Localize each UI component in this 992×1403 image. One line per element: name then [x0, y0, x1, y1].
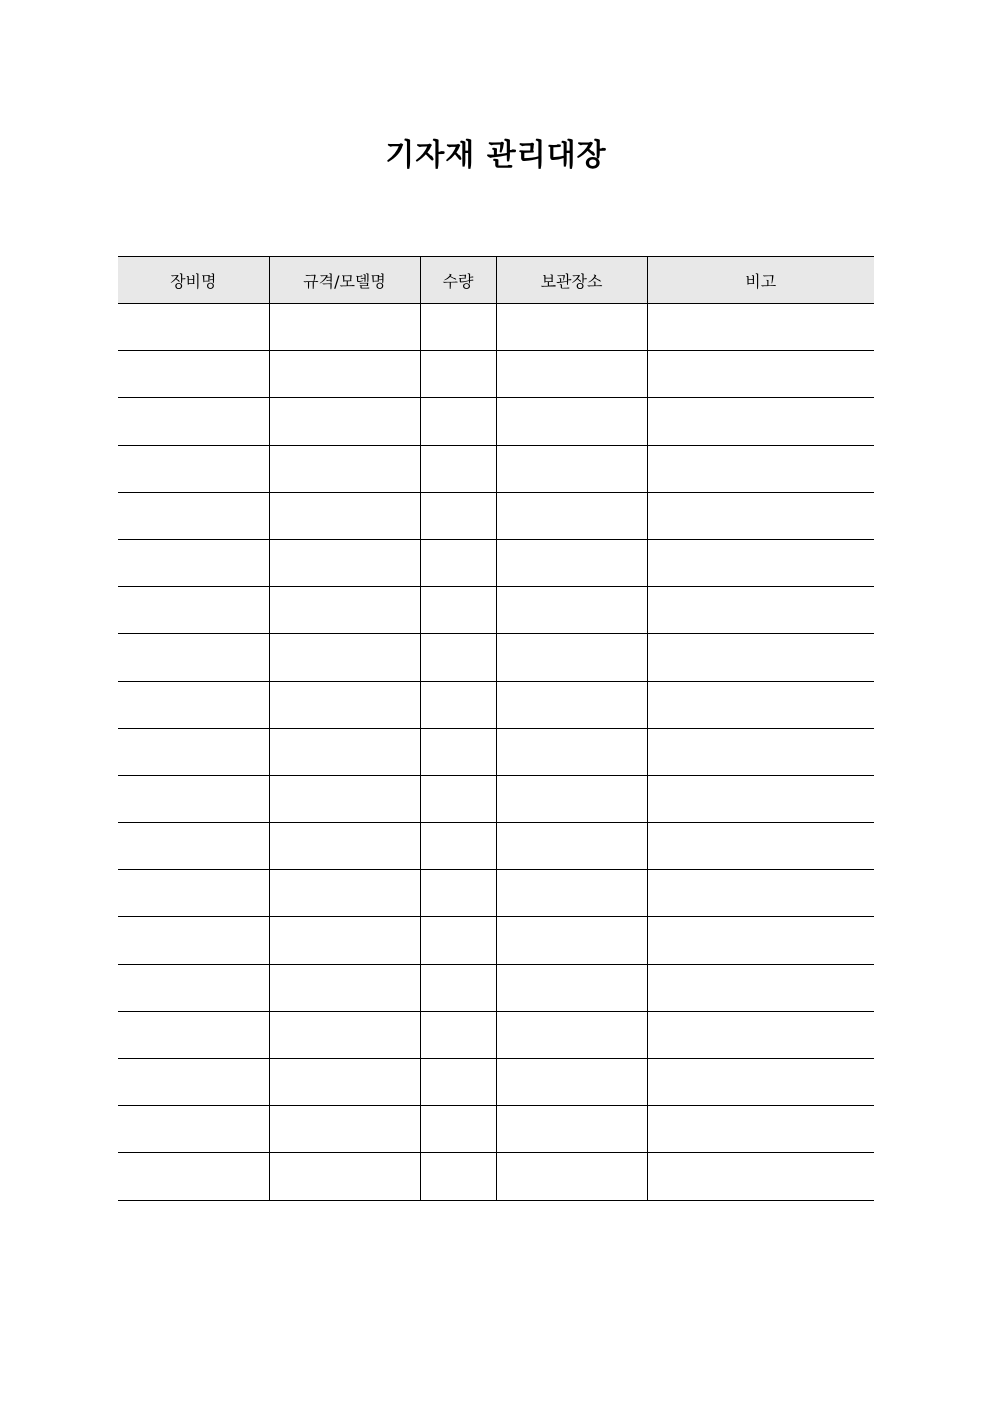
- remarks-cell[interactable]: [647, 492, 874, 539]
- storage-location-cell[interactable]: [496, 492, 647, 539]
- spec-model-cell[interactable]: [269, 1059, 420, 1106]
- equipment-name-cell[interactable]: [118, 681, 269, 728]
- table-row: [118, 823, 874, 870]
- quantity-cell[interactable]: [420, 1011, 496, 1058]
- storage-location-cell[interactable]: [496, 445, 647, 492]
- spec-model-cell[interactable]: [269, 351, 420, 398]
- storage-location-cell[interactable]: [496, 398, 647, 445]
- table-row: [118, 351, 874, 398]
- remarks-cell[interactable]: [647, 539, 874, 586]
- remarks-cell[interactable]: [647, 1153, 874, 1200]
- spec-model-cell[interactable]: [269, 870, 420, 917]
- remarks-cell[interactable]: [647, 681, 874, 728]
- remarks-cell[interactable]: [647, 587, 874, 634]
- table-row: [118, 634, 874, 681]
- equipment-name-cell[interactable]: [118, 351, 269, 398]
- table-row: [118, 445, 874, 492]
- quantity-cell[interactable]: [420, 1059, 496, 1106]
- table-row: [118, 1153, 874, 1200]
- equipment-name-cell[interactable]: [118, 398, 269, 445]
- remarks-cell[interactable]: [647, 351, 874, 398]
- table-row: [118, 492, 874, 539]
- equipment-name-cell[interactable]: [118, 917, 269, 964]
- remarks-cell[interactable]: [647, 1011, 874, 1058]
- equipment-name-cell[interactable]: [118, 870, 269, 917]
- remarks-cell[interactable]: [647, 445, 874, 492]
- storage-location-cell[interactable]: [496, 351, 647, 398]
- quantity-cell[interactable]: [420, 587, 496, 634]
- spec-model-cell[interactable]: [269, 728, 420, 775]
- quantity-cell[interactable]: [420, 492, 496, 539]
- table-row: [118, 587, 874, 634]
- quantity-cell[interactable]: [420, 1153, 496, 1200]
- quantity-cell[interactable]: [420, 728, 496, 775]
- header-row: [118, 257, 874, 304]
- table-row: [118, 964, 874, 1011]
- column-header-equipment-name: 장비명: [118, 257, 269, 304]
- quantity-cell[interactable]: [420, 351, 496, 398]
- quantity-cell[interactable]: [420, 1106, 496, 1153]
- equipment-name-cell[interactable]: [118, 634, 269, 681]
- table-body: [118, 304, 874, 1201]
- spec-model-cell[interactable]: [269, 964, 420, 1011]
- remarks-cell[interactable]: [647, 634, 874, 681]
- table-row: [118, 398, 874, 445]
- quantity-cell[interactable]: [420, 964, 496, 1011]
- quantity-cell[interactable]: [420, 870, 496, 917]
- quantity-cell[interactable]: [420, 681, 496, 728]
- equipment-name-cell[interactable]: [118, 728, 269, 775]
- remarks-cell[interactable]: [647, 870, 874, 917]
- equipment-name-cell[interactable]: [118, 775, 269, 822]
- remarks-cell[interactable]: [647, 775, 874, 822]
- spec-model-cell[interactable]: [269, 917, 420, 964]
- table-row: [118, 728, 874, 775]
- table-row: [118, 917, 874, 964]
- table-row: [118, 304, 874, 351]
- table-row: [118, 1106, 874, 1153]
- storage-location-cell[interactable]: [496, 539, 647, 586]
- quantity-cell[interactable]: [420, 445, 496, 492]
- quantity-cell[interactable]: [420, 398, 496, 445]
- remarks-cell[interactable]: [647, 304, 874, 351]
- quantity-cell[interactable]: [420, 304, 496, 351]
- storage-location-cell[interactable]: [496, 681, 647, 728]
- remarks-cell[interactable]: [647, 728, 874, 775]
- equipment-name-cell[interactable]: [118, 304, 269, 351]
- equipment-name-cell[interactable]: [118, 587, 269, 634]
- equipment-name-cell[interactable]: [118, 445, 269, 492]
- storage-location-cell[interactable]: [496, 1059, 647, 1106]
- spec-model-cell[interactable]: [269, 1011, 420, 1058]
- equipment-ledger-table: [118, 256, 874, 1201]
- equipment-name-cell[interactable]: [118, 1153, 269, 1200]
- equipment-name-cell[interactable]: [118, 964, 269, 1011]
- equipment-name-cell[interactable]: [118, 823, 269, 870]
- spec-model-cell[interactable]: [269, 587, 420, 634]
- storage-location-cell[interactable]: [496, 587, 647, 634]
- table-row: [118, 870, 874, 917]
- quantity-cell[interactable]: [420, 539, 496, 586]
- storage-location-cell[interactable]: [496, 304, 647, 351]
- quantity-cell[interactable]: [420, 775, 496, 822]
- spec-model-cell[interactable]: [269, 775, 420, 822]
- column-header-spec-model: 규격/모델명: [269, 257, 420, 304]
- storage-location-cell[interactable]: [496, 870, 647, 917]
- table-row: [118, 539, 874, 586]
- quantity-cell[interactable]: [420, 917, 496, 964]
- spec-model-cell[interactable]: [269, 304, 420, 351]
- spec-model-cell[interactable]: [269, 445, 420, 492]
- document-title: 기자재 관리대장: [385, 138, 607, 173]
- equipment-name-cell[interactable]: [118, 1059, 269, 1106]
- quantity-cell[interactable]: [420, 823, 496, 870]
- remarks-cell[interactable]: [647, 398, 874, 445]
- remarks-cell[interactable]: [647, 964, 874, 1011]
- storage-location-cell[interactable]: [496, 1106, 647, 1153]
- storage-location-cell[interactable]: [496, 775, 647, 822]
- storage-location-cell[interactable]: [496, 823, 647, 870]
- column-header-remarks: 비고: [647, 257, 874, 304]
- storage-location-cell[interactable]: [496, 728, 647, 775]
- remarks-cell[interactable]: [647, 917, 874, 964]
- remarks-cell[interactable]: [647, 1059, 874, 1106]
- column-header-storage-location: 보관장소: [496, 257, 647, 304]
- spec-model-cell[interactable]: [269, 1153, 420, 1200]
- equipment-name-cell[interactable]: [118, 1011, 269, 1058]
- table-row: [118, 681, 874, 728]
- equipment-name-cell[interactable]: [118, 539, 269, 586]
- spec-model-cell[interactable]: [269, 1106, 420, 1153]
- equipment-name-cell[interactable]: [118, 1106, 269, 1153]
- storage-location-cell[interactable]: [496, 634, 647, 681]
- spec-model-cell[interactable]: [269, 823, 420, 870]
- table-row: [118, 1011, 874, 1058]
- spec-model-cell[interactable]: [269, 539, 420, 586]
- remarks-cell[interactable]: [647, 823, 874, 870]
- storage-location-cell[interactable]: [496, 1153, 647, 1200]
- storage-location-cell[interactable]: [496, 964, 647, 1011]
- remarks-cell[interactable]: [647, 1106, 874, 1153]
- spec-model-cell[interactable]: [269, 398, 420, 445]
- table-row: [118, 1059, 874, 1106]
- storage-location-cell[interactable]: [496, 1011, 647, 1058]
- equipment-name-cell[interactable]: [118, 492, 269, 539]
- storage-location-cell[interactable]: [496, 917, 647, 964]
- column-header-quantity: 수량: [420, 257, 496, 304]
- quantity-cell[interactable]: [420, 634, 496, 681]
- spec-model-cell[interactable]: [269, 634, 420, 681]
- spec-model-cell[interactable]: [269, 681, 420, 728]
- table-row: [118, 775, 874, 822]
- spec-model-cell[interactable]: [269, 492, 420, 539]
